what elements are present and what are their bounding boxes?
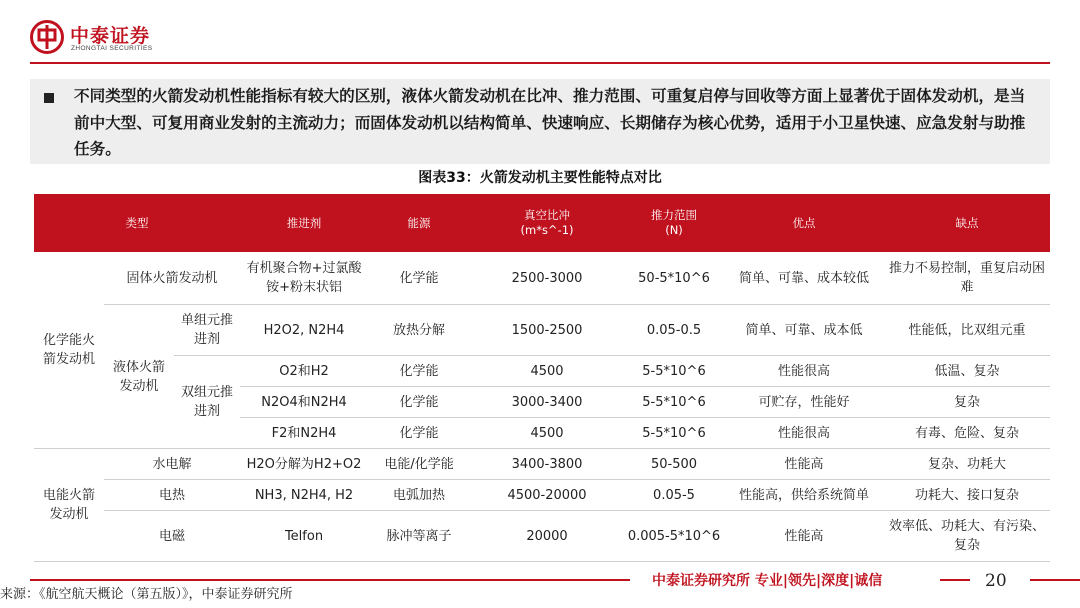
- cell-energy: 放热分解: [368, 305, 470, 356]
- cell-cons: 效率低、功耗大、有污染、复杂: [884, 511, 1050, 562]
- cell-type: 电磁: [104, 511, 240, 562]
- header-isp-line1: 真空比冲: [524, 208, 571, 222]
- cell-propellant: Telfon: [240, 511, 368, 562]
- cell-thrust: 0.05-0.5: [624, 305, 724, 356]
- footer-brand-slogan: 中泰证券研究所 专业|领先|深度|诚信: [652, 573, 883, 589]
- cell-cons: 性能低，比双组元重: [884, 305, 1050, 356]
- cell-cons: 功耗大、接口复杂: [884, 480, 1050, 511]
- header-thrust-line1: 推力范围: [651, 208, 698, 222]
- cell-isp: 3000-3400: [470, 387, 624, 418]
- cell-isp: 4500: [470, 356, 624, 387]
- cell-thrust: 50-5*10^6: [624, 252, 724, 305]
- cell-thrust: 0.05-5: [624, 480, 724, 511]
- summary-box: [30, 79, 1050, 164]
- group-liquid: 液体火箭发动机: [104, 305, 174, 449]
- table-header-row: [34, 194, 1050, 252]
- zhongtai-logo-icon: [30, 20, 64, 54]
- cell-pros: 性能高，供给系统简单: [724, 480, 884, 511]
- cell-energy: 化学能: [368, 356, 470, 387]
- cell-energy: 化学能: [368, 252, 470, 305]
- cell-energy: 化学能: [368, 418, 470, 449]
- cell-cons: 有毒、危险、复杂: [884, 418, 1050, 449]
- group-monopropellant: 单组元推进剂: [174, 305, 240, 356]
- cell-energy: 化学能: [368, 387, 470, 418]
- cell-pros: 简单、可靠、成本较低: [724, 252, 884, 305]
- summary-text: 不同类型的火箭发动机性能指标有较大的区别，液体火箭发动机在比冲、推力范围、可重复启停与回收等方面上显著优于固体发动机，是当前中大型、可复用商业发射的主流动力；而固体发动机以结构简单、快速响应、长期储存为核心优势，适用于小卫星快速、应急发射与助推任务。: [74, 87, 1026, 158]
- cell-propellant: H2O分解为H2+O2: [240, 449, 368, 480]
- page-number: 20: [985, 571, 1007, 591]
- cell-thrust: 50-500: [624, 449, 724, 480]
- cell-energy: 电弧加热: [368, 480, 470, 511]
- logo-name-cn: 中泰证券: [70, 25, 151, 47]
- group-electric: 电能火箭发动机: [34, 449, 104, 562]
- header-propellant: 推进剂: [240, 194, 368, 252]
- footer-divider-end: [1030, 579, 1080, 581]
- cell-thrust: 5-5*10^6: [624, 418, 724, 449]
- cell-pros: 性能高: [724, 511, 884, 562]
- group-bipropellant: 双组元推进剂: [174, 356, 240, 449]
- cell-isp: 2500-3000: [470, 252, 624, 305]
- table-row: [34, 356, 1050, 387]
- cell-pros: 性能很高: [724, 418, 884, 449]
- cell-isp: 20000: [470, 511, 624, 562]
- source-note: 来源：《航空航天概论（第五版）》，中泰证券研究所: [0, 587, 293, 602]
- cell-isp: 4500: [470, 418, 624, 449]
- cell-propellant: NH3, N2H4, H2: [240, 480, 368, 511]
- header-pros: 优点: [724, 194, 884, 252]
- footer-divider-short: [940, 579, 970, 581]
- cell-isp: 1500-2500: [470, 305, 624, 356]
- cell-isp: 4500-20000: [470, 480, 624, 511]
- header-thrust: [624, 194, 724, 252]
- cell-pros: 可贮存，性能好: [724, 387, 884, 418]
- cell-propellant: O2和H2: [240, 356, 368, 387]
- cell-thrust: 0.005-5*10^6: [624, 511, 724, 562]
- cell-pros: 简单、可靠、成本低: [724, 305, 884, 356]
- header-cons: 缺点: [884, 194, 1050, 252]
- cell-propellant: N2O4和N2H4: [240, 387, 368, 418]
- group-chemical: 化学能火箭发动机: [34, 252, 104, 449]
- table-row: [34, 449, 1050, 480]
- header-type: 类型: [34, 194, 240, 252]
- cell-propellant: 有机聚合物+过氯酸铵+粉末状铝: [240, 252, 368, 305]
- cell-type: 固体火箭发动机: [104, 252, 240, 305]
- footer-divider: [30, 579, 630, 581]
- cell-energy: 电能/化学能: [368, 449, 470, 480]
- header-energy: 能源: [368, 194, 470, 252]
- cell-type: 电热: [104, 480, 240, 511]
- logo-name-en: ZHONGTAI SECURITIES: [71, 45, 153, 52]
- cell-propellant: H2O2, N2H4: [240, 305, 368, 356]
- square-bullet-icon: [44, 93, 54, 103]
- cell-pros: 性能高: [724, 449, 884, 480]
- table-row: [34, 511, 1050, 562]
- cell-cons: 复杂、功耗大: [884, 449, 1050, 480]
- cell-cons: 复杂: [884, 387, 1050, 418]
- cell-cons: 低温、复杂: [884, 356, 1050, 387]
- header-thrust-line2: (N): [665, 223, 683, 237]
- cell-propellant: F2和N2H4: [240, 418, 368, 449]
- header-divider: [30, 62, 1050, 64]
- table-title: 图表33：火箭发动机主要性能特点对比: [418, 170, 662, 186]
- engine-comparison-table: [34, 194, 1050, 562]
- cell-pros: 性能很高: [724, 356, 884, 387]
- table-row: [34, 252, 1050, 305]
- header-isp: [470, 194, 624, 252]
- cell-thrust: 5-5*10^6: [624, 387, 724, 418]
- cell-cons: 推力不易控制，重复启动困难: [884, 252, 1050, 305]
- cell-thrust: 5-5*10^6: [624, 356, 724, 387]
- cell-energy: 脉冲等离子: [368, 511, 470, 562]
- cell-isp: 3400-3800: [470, 449, 624, 480]
- table-row: [34, 305, 1050, 356]
- cell-type: 水电解: [104, 449, 240, 480]
- header-isp-line2: (m*s^-1): [520, 223, 574, 237]
- table-row: [34, 480, 1050, 511]
